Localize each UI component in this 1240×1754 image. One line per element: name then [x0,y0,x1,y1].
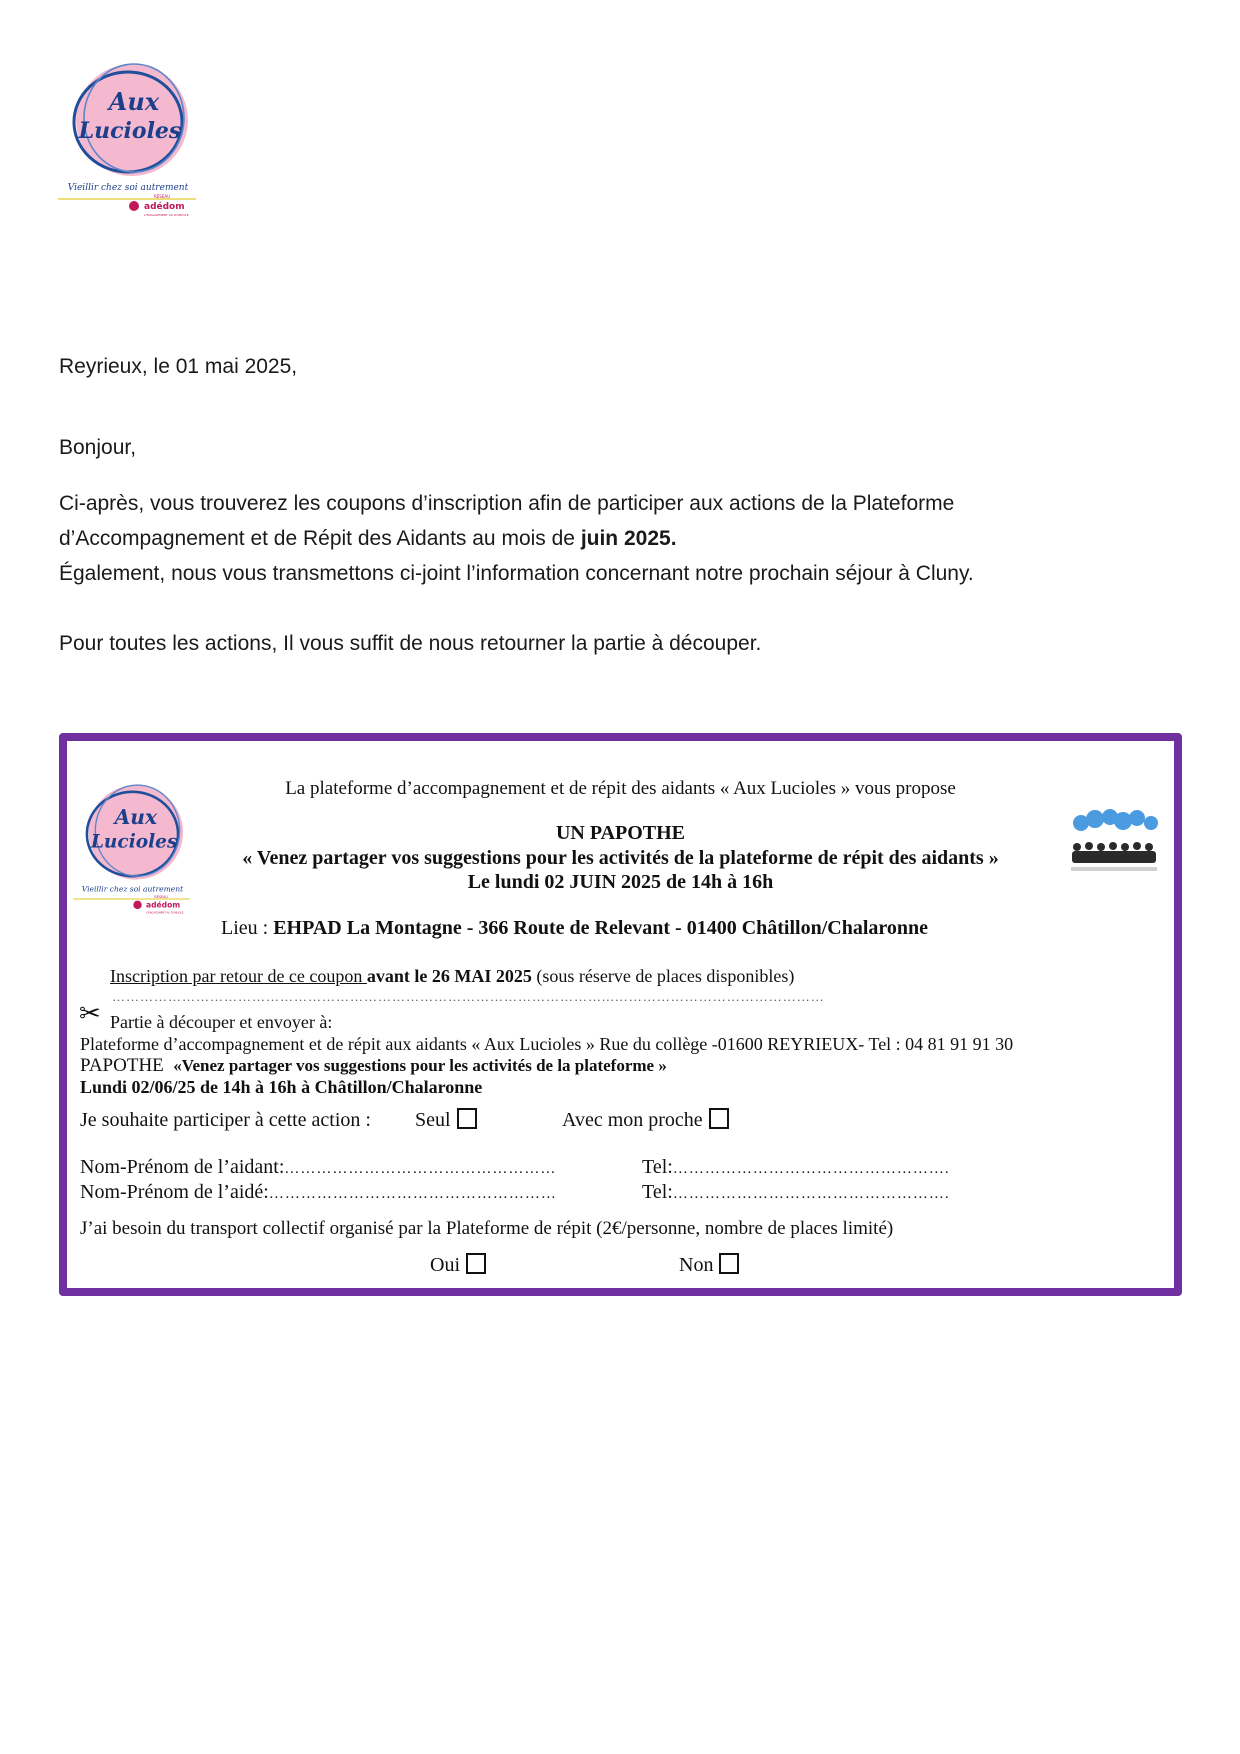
letter-greeting: Bonjour, [59,436,137,459]
aidant-dots: …………………………………………… [284,1161,557,1177]
aide-dots: ……………………………………………… [268,1186,557,1202]
letter-date: Reyrieux, le 01 mai 2025, [59,355,298,378]
paragraph-1-line-3: Également, nous vous transmettons ci-joint l’information concernant notre prochain séjour à Cluny. [59,562,974,585]
non-label: Non [679,1254,714,1276]
papothe-label: PAPOTHE [80,1055,164,1076]
coupon-logo-tagline: Vieillir chez soi autrement [81,884,184,894]
letter-paragraph-2: Pour toutes les actions, Il vous suffit de nous retourner la partie à découper. [59,632,762,655]
logo-network-small: RÉSEAU [154,194,171,199]
coupon-inscription-deadline [110,966,794,987]
coupon-subtitle: « Venez partager vos suggestions pour les activités de la plateforme de répit des aidants » [242,847,999,869]
aidant-label: Nom-Prénom de l’aidant: [80,1156,285,1178]
inscription-text: Inscription par retour de ce coupon [110,966,367,986]
logo-line1: Aux [108,87,160,116]
non-checkbox[interactable] [719,1253,739,1274]
seul-checkbox[interactable] [457,1108,477,1129]
paragraph-1-line-2-text: d’Accompagnement et de Répit des Aidants au mois de [59,527,581,550]
option-avec-proche[interactable] [562,1109,729,1132]
papothe-subtitle: «Venez partager vos suggestions pour les activités de la plateforme » [173,1056,667,1075]
paragraph-1-line-1: Ci-après, vous trouverez les coupons d’inscription afin de participer aux actions de la Plateforme [59,492,955,515]
aide-label: Nom-Prénom de l’aidé: [80,1181,269,1203]
cut-line: ……………………………………………………………………………………………...……………………………………… [112,989,825,1004]
logo-tagline: Vieillir chez soi autrement [67,183,189,193]
aux-lucioles-logo [56,58,206,218]
return-address: Plateforme d’accompagnement et de répit aux aidants « Aux Lucioles » Rue du collège -01600 REYRIEUX- Tel : 04 81 91 91 30 [80,1034,1014,1054]
coupon-location [221,917,928,940]
aidant-tel-label: Tel: [642,1156,673,1178]
aidant-name-field[interactable] [80,1156,556,1179]
letter-paragraph-1 [59,486,974,591]
registration-coupon [59,733,1182,1296]
avec-label: Avec mon proche [562,1109,703,1131]
transport-question: J’ai besoin du transport collectif organisé par la Plateforme de répit (2€/personne, nombre de places limité) [80,1218,894,1239]
cut-label: Partie à découper et envoyer à: [110,1012,333,1032]
inscription-note: (sous réserve de places disponibles) [531,966,795,986]
aide-name-field[interactable] [80,1181,557,1204]
aidant-tel-dots: ……………………………………………. [672,1161,950,1177]
seul-label: Seul [415,1109,451,1131]
coupon-logo-network-small: RÉSEAU [154,895,168,900]
short-date: Lundi 02/06/25 de 14h à 16h à Châtillon/Chalaronne [80,1077,483,1097]
coupon-logo-network-sub: L'ENGAGEMENT AU DOMICILE [145,911,184,915]
aide-tel-dots: ……………………………………………. [672,1186,950,1202]
group-discussion-icon [1067,799,1163,875]
coupon-logo-graphic [70,780,200,915]
aidant-phone-field[interactable] [642,1156,950,1179]
location-value: EHPAD La Montagne - 366 Route de Relevant - 01400 Châtillon/Chalaronne [273,917,929,939]
oui-label: Oui [430,1254,460,1276]
oui-checkbox[interactable] [466,1253,486,1274]
participation-row [80,1109,371,1132]
logo-network-sub: L'ENGAGEMENT AU DOMICILE [144,213,189,217]
coupon-logo [70,780,200,915]
aide-tel-label: Tel: [642,1181,673,1203]
paragraph-1-month: juin 2025. [580,527,677,550]
scissors-icon: ✂ [79,999,101,1028]
coupon-logo-network: adédom [145,900,181,910]
aide-phone-field[interactable] [642,1181,950,1204]
coupon-title: UN PAPOTHE [555,822,686,844]
logo-network: adédom [144,202,185,212]
coupon-event-date: Le lundi 02 JUIN 2025 de 14h à 16h [467,871,774,893]
coupon-intro: La plateforme d’accompagnement et de répit des aidants « Aux Lucioles » vous propose [285,778,956,799]
option-seul[interactable] [415,1109,477,1132]
avec-checkbox[interactable] [709,1108,729,1129]
coupon-logo-line1: Aux [114,804,158,829]
papothe-line [80,1055,667,1077]
location-label: Lieu : [221,917,274,939]
logo-graphic [56,58,206,218]
paragraph-1-line-2 [59,521,974,556]
inscription-deadline: avant le 26 MAI 2025 [366,966,532,986]
logo-line2: Lucioles [78,118,182,144]
participation-question: Je souhaite participer à cette action : [80,1109,371,1131]
coupon-logo-line2: Lucioles [90,831,178,853]
option-oui[interactable] [430,1254,486,1277]
option-non[interactable] [679,1254,739,1277]
